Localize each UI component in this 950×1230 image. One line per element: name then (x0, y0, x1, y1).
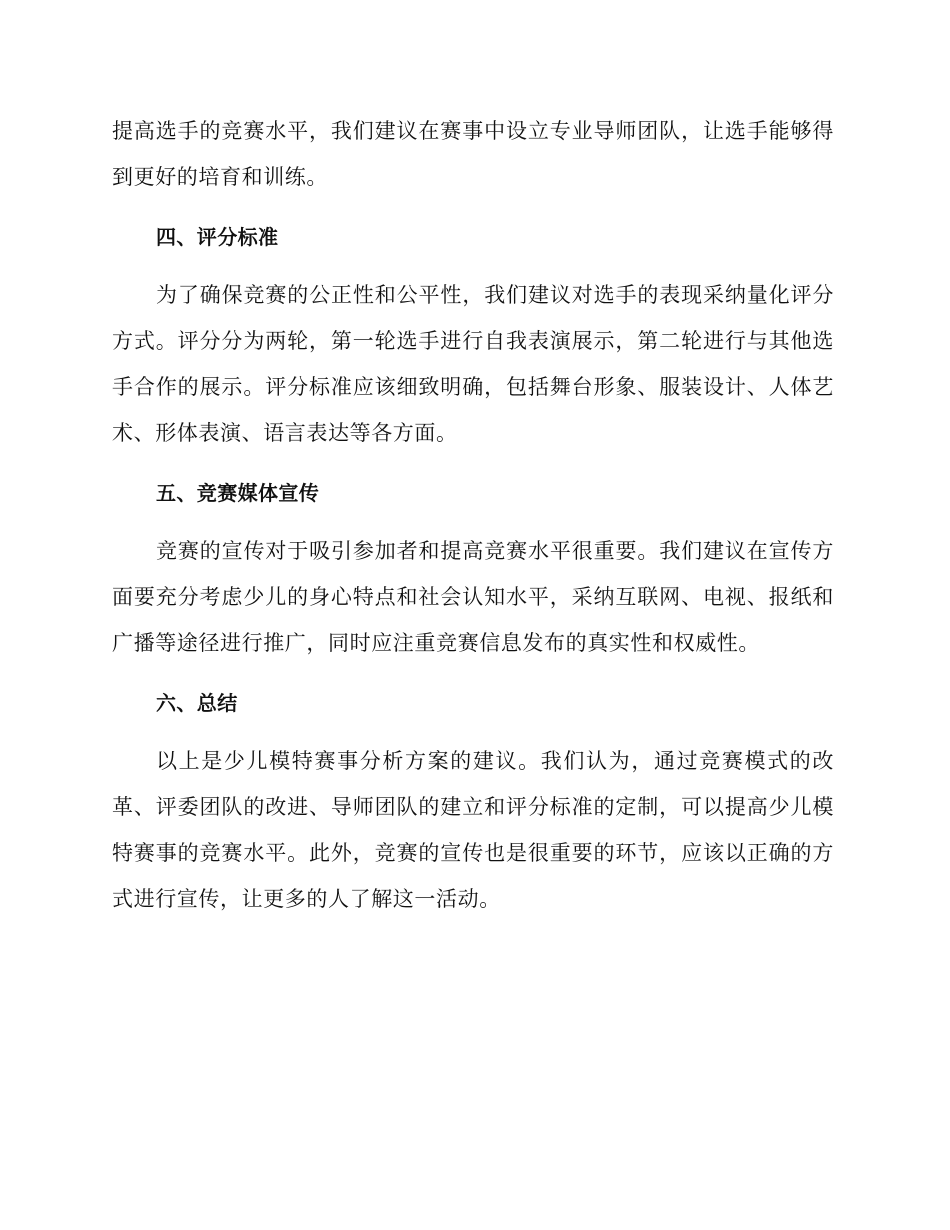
section-paragraph: 为了确保竞赛的公正性和公平性，我们建议对选手的表现采纳量化评分方式。评分分为两轮，第一轮选手进行自我表演展示，第二轮进行与其他选手合作的展示。评分标准应该细致明确，包括舞台形象、服装设计、人体艺术、形体表演、语言表达等各方面。 (112, 283, 834, 445)
section-heading: 六、总结 (156, 691, 238, 715)
section-paragraph: 竞赛的宣传对于吸引参加者和提高竞赛水平很重要。我们建议在宣传方面要充分考虑少儿的身心特点和社会认知水平，采纳互联网、电视、报纸和广播等途径进行推广，同时应注重竞赛信息发布的真实性和权威性。 (112, 539, 834, 655)
intro-paragraph: 提高选手的竞赛水平，我们建议在赛事中设立专业导师团队，让选手能够得到更好的培育和训练。 (112, 119, 834, 189)
section-media-promotion (112, 470, 834, 666)
section-paragraph: 以上是少儿模特赛事分析方案的建议。我们认为，通过竞赛模式的改革、评委团队的改进、导师团队的建立和评分标准的定制，可以提高少儿模特赛事的竞赛水平。此外，竞赛的宣传也是很重要的环节，应该以正确的方式进行宣传，让更多的人了解这一活动。 (112, 749, 834, 911)
section-scoring (112, 214, 834, 456)
section-summary (112, 680, 834, 922)
document-body (112, 108, 834, 922)
section-heading: 四、评分标准 (156, 225, 279, 249)
section-heading: 五、竞赛媒体宣传 (156, 481, 320, 505)
